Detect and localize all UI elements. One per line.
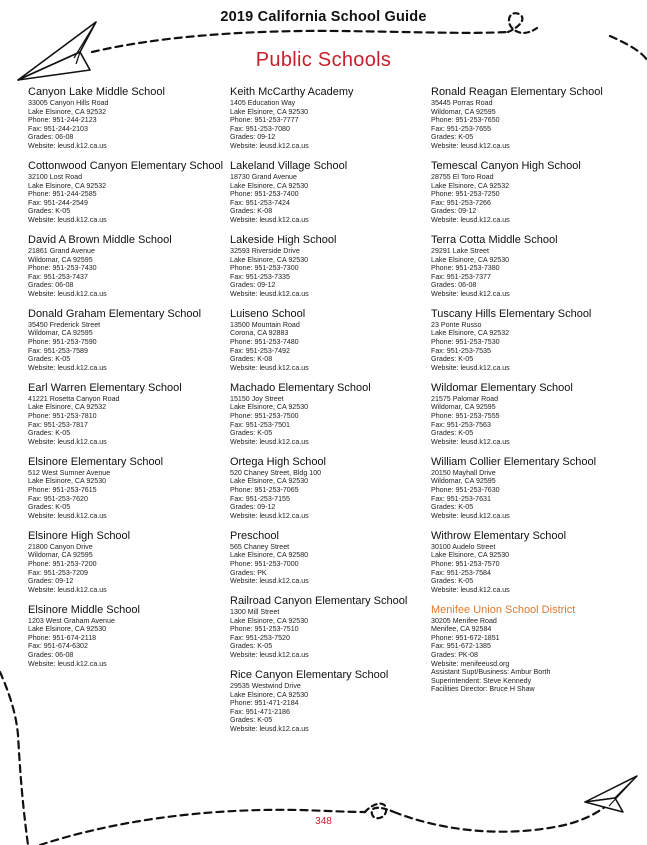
school-fax: Fax: 951-674-6302 xyxy=(28,642,88,651)
school-grades: Grades: K-05 xyxy=(431,577,474,586)
school-entry xyxy=(431,160,631,225)
school-city: Wildomar, CA 92595 xyxy=(28,329,93,338)
school-phone: Phone: 951-253-7400 xyxy=(230,190,299,199)
school-address: 32100 Lost Road xyxy=(28,172,83,181)
school-phone: Phone: 951-244-2123 xyxy=(28,116,97,125)
school-phone: Phone: 951-253-7777 xyxy=(230,116,299,125)
school-name: Rice Canyon Elementary School xyxy=(230,669,389,682)
school-website: Website: leusd.k12.ca.us xyxy=(431,215,510,224)
school-column-1 xyxy=(28,86,228,678)
school-fax: Fax: 951-253-7377 xyxy=(431,272,491,281)
school-website: Website: leusd.k12.ca.us xyxy=(230,651,309,660)
school-entry xyxy=(28,160,228,225)
school-city: Corona, CA 92883 xyxy=(230,329,289,338)
school-fax: Fax: 951-244-2549 xyxy=(28,198,88,207)
school-address: 15150 Joy Street xyxy=(230,394,284,403)
school-name: David A Brown Middle School xyxy=(28,233,172,246)
school-name: William Collier Elementary School xyxy=(431,455,597,468)
school-address: 1405 Education Way xyxy=(230,99,296,107)
school-fax: Fax: 951-471-2186 xyxy=(230,707,290,716)
school-fax: Fax: 951-244-2103 xyxy=(28,124,88,133)
paper-plane-icon xyxy=(585,776,637,812)
school-website: Website: leusd.k12.ca.us xyxy=(431,363,510,372)
school-grades: Grades: K-05 xyxy=(230,716,273,725)
school-address: 565 Chaney Street xyxy=(230,542,290,551)
school-grades: Grades: K-08 xyxy=(230,355,273,364)
district-line: Assistant Supt/Business: Ambur Borth xyxy=(431,668,551,677)
school-grades: Grades: 09-12 xyxy=(230,503,276,512)
school-city: Lake Elsinore, CA 92530 xyxy=(28,625,107,634)
school-grades: Grades: 06-08 xyxy=(431,281,477,290)
school-name: Earl Warren Elementary School xyxy=(28,381,182,394)
school-grades: Grades: 09-12 xyxy=(230,281,276,290)
school-address: 1300 Mill Street xyxy=(230,608,280,617)
school-phone: Phone: 951-471-2184 xyxy=(230,699,299,708)
district-line: Fax: 951-672-1385 xyxy=(431,642,491,651)
school-website: Website: leusd.k12.ca.us xyxy=(28,215,107,224)
page-header: 2019 California School Guide xyxy=(220,9,427,25)
school-website: Website: leusd.k12.ca.us xyxy=(230,363,309,372)
school-city: Lake Elsinore, CA 92532 xyxy=(28,107,107,116)
school-phone: Phone: 951-253-7500 xyxy=(230,412,299,420)
school-address: 18730 Grand Avenue xyxy=(230,172,297,181)
district-line: Facilities Director: Bruce H Shaw xyxy=(431,685,535,694)
school-grades: Grades: K-05 xyxy=(431,503,474,512)
school-fax: Fax: 951-253-7080 xyxy=(230,124,290,133)
school-address: 21861 Grand Avenue xyxy=(28,246,95,255)
school-name: Withrow Elementary School xyxy=(431,529,567,542)
school-website: Website: leusd.k12.ca.us xyxy=(28,511,107,520)
school-address: 35445 Porras Road xyxy=(431,99,493,107)
school-address: 23 Ponte Russo xyxy=(431,320,482,329)
school-website: Website: leusd.k12.ca.us xyxy=(431,289,510,298)
school-address: 21575 Palomar Road xyxy=(431,394,499,403)
school-entry xyxy=(28,382,228,447)
school-column-3 xyxy=(431,86,631,694)
school-name: Tuscany Hills Elementary School xyxy=(431,307,592,320)
school-phone: Phone: 951-253-7430 xyxy=(28,264,97,273)
school-address: 29291 Lake Street xyxy=(431,246,489,255)
district-line: Grades: PK-08 xyxy=(431,651,478,660)
school-city: Lake Elsinore, CA 92532 xyxy=(431,181,510,190)
school-grades: Grades: K-05 xyxy=(230,429,273,438)
school-phone: Phone: 951-253-7650 xyxy=(431,116,500,125)
school-grades: Grades: 06-08 xyxy=(28,133,74,142)
school-phone: Phone: 951-253-7250 xyxy=(431,190,500,199)
school-address: 29535 Westwind Drive xyxy=(230,682,301,691)
school-phone: Phone: 951-253-7480 xyxy=(230,338,299,347)
school-entry xyxy=(230,86,430,151)
school-entry xyxy=(230,234,430,299)
school-fax: Fax: 951-253-7589 xyxy=(28,346,88,355)
school-city: Lake Elsinore, CA 92530 xyxy=(230,181,309,190)
school-address: 41221 Rosetta Canyon Road xyxy=(28,394,120,403)
school-entry xyxy=(230,382,430,447)
school-grades: Grades: 06-08 xyxy=(28,281,74,290)
school-entry xyxy=(431,530,631,595)
school-address: 28755 El Toro Road xyxy=(431,172,494,181)
school-entry xyxy=(28,234,228,299)
school-grades: Grades: PK xyxy=(230,568,267,577)
school-entry xyxy=(230,456,430,521)
school-phone: Phone: 951-253-7300 xyxy=(230,264,299,273)
school-city: Lake Elsinore, CA 92530 xyxy=(230,690,309,699)
school-phone: Phone: 951-253-7380 xyxy=(431,264,500,273)
school-grades: Grades: K-08 xyxy=(230,207,273,216)
school-fax: Fax: 951-253-7631 xyxy=(431,494,491,503)
school-city: Lake Elsinore, CA 92580 xyxy=(230,551,309,560)
school-name: Cottonwood Canyon Elementary School xyxy=(28,159,224,172)
school-address: 520 Chaney Street, Bldg 100 xyxy=(230,468,322,477)
school-website: Website: leusd.k12.ca.us xyxy=(28,363,107,372)
school-grades: Grades: K-05 xyxy=(230,642,273,651)
school-website: Website: leusd.k12.ca.us xyxy=(431,511,510,520)
school-entry xyxy=(431,86,631,151)
school-entry xyxy=(28,456,228,521)
school-entry xyxy=(431,308,631,373)
school-name: Lakeland Village School xyxy=(230,159,348,172)
school-grades: Grades: K-05 xyxy=(431,133,474,142)
school-fax: Fax: 951-253-7266 xyxy=(431,198,491,207)
school-entry xyxy=(230,595,430,660)
school-website: Website: leusd.k12.ca.us xyxy=(230,289,309,298)
school-phone: Phone: 951-253-7530 xyxy=(431,338,500,347)
school-fax: Fax: 951-253-7535 xyxy=(431,346,491,355)
school-website: Website: leusd.k12.ca.us xyxy=(28,289,107,298)
school-fax: Fax: 951-253-7520 xyxy=(230,633,290,642)
school-phone: Phone: 951-253-7065 xyxy=(230,485,299,494)
school-city: Wildomar, CA 92595 xyxy=(431,403,496,412)
school-entry xyxy=(230,308,430,373)
school-city: Lake Elsinore, CA 92530 xyxy=(431,551,510,560)
school-city: Lake Elsinore, CA 92530 xyxy=(230,255,309,264)
school-city: Lake Elsinore, CA 92530 xyxy=(28,477,107,486)
school-phone: Phone: 951-244-2585 xyxy=(28,190,97,199)
page-number: 348 xyxy=(315,816,332,827)
school-fax: Fax: 951-253-7209 xyxy=(28,568,88,577)
school-address: 35450 Frederick Street xyxy=(28,320,101,329)
school-phone: Phone: 951-253-7630 xyxy=(431,485,500,494)
school-fax: Fax: 951-253-7335 xyxy=(230,272,290,281)
school-website: Website: leusd.k12.ca.us xyxy=(230,215,309,224)
school-address: 33005 Canyon Hills Road xyxy=(28,99,109,107)
school-phone: Phone: 951-253-7810 xyxy=(28,412,97,420)
school-city: Lake Elsinore, CA 92532 xyxy=(28,403,107,412)
school-website: Website: leusd.k12.ca.us xyxy=(230,577,309,586)
school-name: Elsinore High School xyxy=(28,529,131,542)
school-grades: Grades: 06-08 xyxy=(28,651,74,660)
school-website: Website: leusd.k12.ca.us xyxy=(230,437,309,446)
school-website: Website: leusd.k12.ca.us xyxy=(28,659,107,668)
school-name: Canyon Lake Middle School xyxy=(28,86,165,98)
school-entry xyxy=(431,456,631,521)
school-name: Keith McCarthy Academy xyxy=(230,86,354,98)
school-city: Lake Elsinore, CA 92530 xyxy=(230,107,309,116)
school-fax: Fax: 951-253-7563 xyxy=(431,420,491,429)
school-fax: Fax: 951-253-7501 xyxy=(230,420,290,429)
school-name: Elsinore Middle School xyxy=(28,603,140,616)
school-city: Wildomar, CA 92595 xyxy=(431,107,496,116)
school-website: Website: leusd.k12.ca.us xyxy=(230,725,309,733)
school-fax: Fax: 951-253-7155 xyxy=(230,494,290,503)
school-name: Ortega High School xyxy=(230,455,326,468)
school-website: Website: leusd.k12.ca.us xyxy=(431,437,510,446)
school-entry xyxy=(431,234,631,299)
school-column-2 xyxy=(230,86,430,743)
school-grades: Grades: K-05 xyxy=(28,355,71,364)
school-entry xyxy=(28,604,228,669)
district-line: Website: menifeeusd.org xyxy=(431,659,510,668)
school-grades: Grades: K-05 xyxy=(28,429,71,438)
school-city: Lake Elsinore, CA 92532 xyxy=(431,329,510,338)
school-phone: Phone: 951-253-7570 xyxy=(431,559,500,568)
school-entry xyxy=(28,530,228,595)
school-fax: Fax: 951-253-7424 xyxy=(230,198,290,207)
school-city: Lake Elsinore, CA 92532 xyxy=(28,181,107,190)
school-website: Website: leusd.k12.ca.us xyxy=(28,437,107,446)
school-entry xyxy=(230,160,430,225)
school-fax: Fax: 951-253-7620 xyxy=(28,494,88,503)
school-name: Temescal Canyon High School xyxy=(431,159,581,172)
school-address: 13500 Mountain Road xyxy=(230,320,300,329)
school-fax: Fax: 951-253-7437 xyxy=(28,272,88,281)
school-fax: Fax: 951-253-7492 xyxy=(230,346,290,355)
school-website: Website: leusd.k12.ca.us xyxy=(28,141,107,150)
school-website: Website: leusd.k12.ca.us xyxy=(431,585,510,594)
school-grades: Grades: K-05 xyxy=(431,429,474,438)
school-address: 21800 Canyon Drive xyxy=(28,542,93,551)
school-fax: Fax: 951-253-7584 xyxy=(431,568,491,577)
district-line: Phone: 951-672-1851 xyxy=(431,633,500,642)
school-city: Wildomar, CA 92595 xyxy=(431,477,496,486)
school-phone: Phone: 951-253-7200 xyxy=(28,559,97,568)
school-fax: Fax: 951-253-7655 xyxy=(431,124,491,133)
school-entry xyxy=(28,308,228,373)
school-phone: Phone: 951-253-7590 xyxy=(28,338,97,347)
school-name: Elsinore Elementary School xyxy=(28,455,164,468)
school-entry xyxy=(230,669,430,734)
school-grades: Grades: K-05 xyxy=(28,207,71,216)
district-line: Superintendent: Steve Kennedy xyxy=(431,676,532,685)
school-phone: Phone: 951-674-2118 xyxy=(28,633,97,642)
school-city: Lake Elsinore, CA 92530 xyxy=(431,255,510,264)
school-address: 30100 Audelo Street xyxy=(431,542,496,551)
section-title: Public Schools xyxy=(255,49,392,71)
district-listing xyxy=(431,604,631,694)
school-address: 1203 West Graham Avenue xyxy=(28,616,115,625)
district-name: Menifee Union School District xyxy=(431,603,576,616)
school-address: 512 West Sumner Avenue xyxy=(28,468,111,477)
school-name: Terra Cotta Middle School xyxy=(431,233,558,246)
district-line: Menifee, CA 92584 xyxy=(431,625,492,634)
school-grades: Grades: K-05 xyxy=(431,355,474,364)
school-phone: Phone: 951-253-7555 xyxy=(431,412,500,420)
school-phone: Phone: 951-253-7510 xyxy=(230,625,299,634)
school-name: Preschool xyxy=(230,529,279,542)
school-address: 32593 Riverside Drive xyxy=(230,246,300,255)
school-entry xyxy=(431,382,631,447)
school-entry xyxy=(230,530,430,586)
school-city: Lake Elsinore, CA 92530 xyxy=(230,477,309,486)
school-name: Railroad Canyon Elementary School xyxy=(230,595,408,608)
school-phone: Phone: 951-253-7000 xyxy=(230,559,299,568)
school-name: Machado Elementary School xyxy=(230,381,371,394)
school-name: Ronald Reagan Elementary School xyxy=(431,86,603,98)
school-name: Luiseno School xyxy=(230,307,306,320)
school-address: 20150 Mayhall Drive xyxy=(431,468,496,477)
school-phone: Phone: 951-253-7615 xyxy=(28,485,97,494)
school-website: Website: leusd.k12.ca.us xyxy=(230,511,309,520)
school-website: Website: leusd.k12.ca.us xyxy=(431,141,510,150)
school-grades: Grades: 09-12 xyxy=(28,577,74,586)
school-list xyxy=(431,86,631,594)
school-website: Website: leusd.k12.ca.us xyxy=(230,141,309,150)
school-city: Wildomar, CA 92595 xyxy=(28,255,93,264)
school-grades: Grades: K-05 xyxy=(28,503,71,512)
school-name: Donald Graham Elementary School xyxy=(28,307,202,320)
school-name: Wildomar Elementary School xyxy=(431,381,573,394)
school-city: Lake Elsinore, CA 92530 xyxy=(230,616,309,625)
school-fax: Fax: 951-253-7817 xyxy=(28,420,88,429)
school-entry xyxy=(28,86,228,151)
school-city: Wildomar, CA 92595 xyxy=(28,551,93,560)
school-grades: Grades: 09-12 xyxy=(230,133,276,142)
district-line: 30205 Menifee Road xyxy=(431,616,497,625)
school-grades: Grades: 09-12 xyxy=(431,207,477,216)
school-website: Website: leusd.k12.ca.us xyxy=(28,585,107,594)
school-city: Lake Elsinore, CA 92530 xyxy=(230,403,309,412)
school-name: Lakeside High School xyxy=(230,233,337,246)
